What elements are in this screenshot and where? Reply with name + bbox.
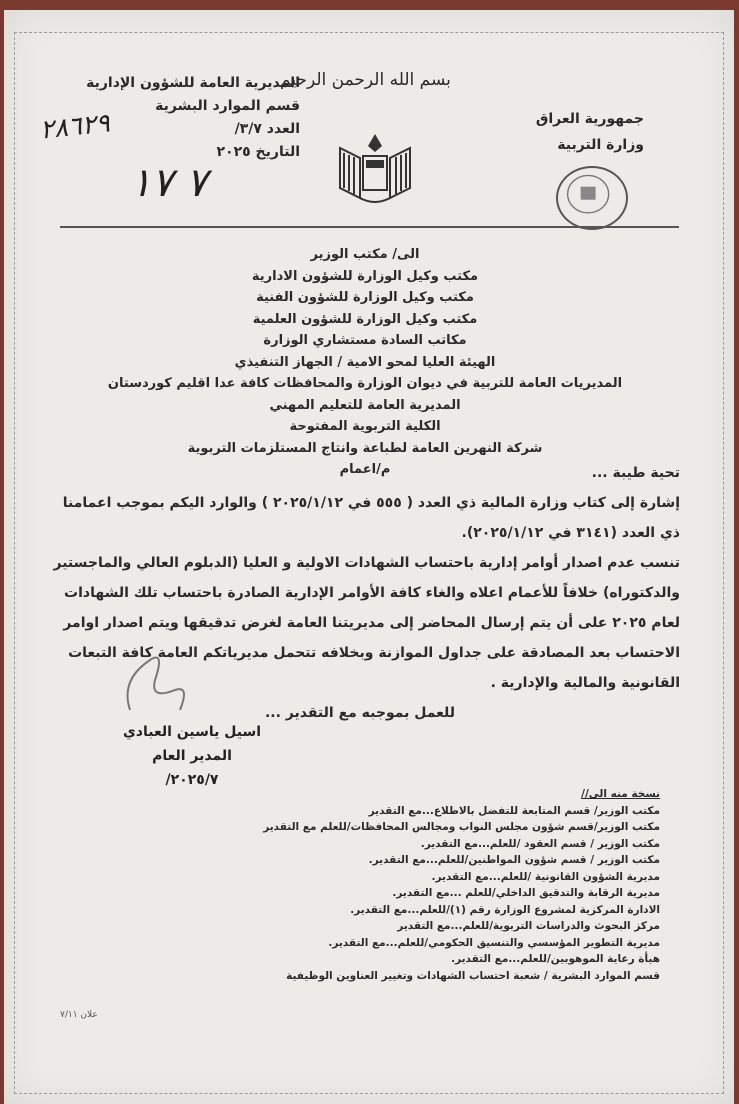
closing-line: للعمل بموجبه مع التقدير ... [264, 705, 456, 721]
basmala: بسم الله الرحمن الرحيم [280, 70, 451, 90]
cc-heading: نسخة منه الى// [581, 788, 660, 800]
cc-item: مركز البحوث والدراسات التربوية/للعلم...مع التقدير [397, 920, 660, 932]
cc-item: مديرية الرقابة والتدقيق الداخلي/للعلم ...مع التقدير. [392, 887, 660, 899]
recipient-line: الى/ مكتب الوزير [310, 247, 420, 262]
cc-item: مكتب الوزير / قسم شؤون المواطنين/للعلم...مع التقدير. [368, 854, 660, 866]
cc-item: مكتب الوزير / قسم العقود /للعلم...مع التقدير. [420, 837, 660, 850]
recipient-line: المديريات العامة للتربية في ديوان الوزارة والمحافظات كافة عدا اقليم كوردستان [107, 376, 623, 391]
recipient-line: مكتب وكيل الوزارة للشؤون الادارية [251, 268, 479, 284]
cc-item: مديرية الشؤون القانونية /للعلم...مع التقدير. [431, 870, 660, 883]
handwritten-reference-number: ٢٨٦٢٩ [38, 108, 112, 146]
ministry-seal [556, 166, 628, 230]
cc-list [40, 786, 660, 984]
body-paragraph-instruction: تنسب عدم اصدار أوامر إدارية باحتساب الشهادات الاولية و العليا (الدبلوم العالي والماجستير والدكتوراه) خلافاً للأعمام اعلاه والغاء كافة الأوامر الإدارية الصادرة باحتساب تلك الشهادات لعام ٢٠٢٥ على أن يتم إرسال المحاضر إلى مديريتنا العامة لغرض تدقيقها ويتم اصدار اوامر الاحتساب بعد المصادقة على جداول الموازنة وبخلافه تتحمل مديرياتكم العامة كافة التبعات القانونية والمالية والإدارية . [53, 555, 680, 691]
header-country: جمهورية العراق [535, 111, 644, 127]
recipient-line: مكتب وكيل الوزارة للشؤون الفنية [256, 290, 474, 305]
cc-item: مديرية التطوير المؤسسي والتنسيق الحكومي/للعلم...مع التقدير. [328, 936, 660, 949]
signature-scribble [110, 640, 200, 720]
handwritten-date: ٧ ١٧ [130, 160, 208, 206]
seal-icon [558, 168, 622, 224]
signature-block [92, 720, 292, 792]
recipient-line: شركة النهرين العامة لطباعة وانتاج المستلزمات التربوية [187, 440, 543, 456]
cc-item: مكتب الوزير/قسم شؤون مجلس النواب ومجالس المحافظات/للعلم مع التقدير [263, 821, 660, 833]
recipient-line: الكلية التربوية المفتوحة [289, 419, 441, 434]
footnote-initials: علان ٧/١١ [60, 1010, 98, 1020]
header-divider [60, 226, 679, 228]
cc-item: مكتب الوزير/ قسم المتابعة للتفضل بالاطلاع...مع التقدير [368, 804, 660, 817]
recipient-line: مكتب وكيل الوزارة للشؤون العلمية [252, 311, 478, 327]
recipient-line: مكاتب السادة مستشاري الوزارة [263, 333, 467, 348]
header-date: التاريخ ٢٠٢٥ [216, 144, 300, 160]
signatory-name: اسيل ياسين العبادي [122, 724, 262, 740]
signatory-title: المدير العام [152, 748, 232, 764]
header-number: العدد ٣/٧/ [234, 121, 300, 137]
recipient-line: الهيئة العليا لمحو الامية / الجهاز التنفيذي [234, 354, 496, 370]
cc-item: الادارة المركزية لمشروع الوزارة رقم (١)/للعلم...مع التقدير. [350, 903, 660, 916]
recipient-line: المديرية العامة للتعليم المهني [269, 397, 461, 413]
header-ministry-block [536, 106, 644, 158]
cc-item: قسم الموارد البشرية / شعبة احتساب الشهادات وتغيير العناوين الوظيفية [286, 969, 660, 982]
subject-line: م/اعمام [339, 462, 391, 477]
header-department: المديرية العامة للشؤون الإدارية [86, 75, 300, 91]
signature-date: ٢٠٢٥/٧/ [165, 772, 219, 788]
greeting: تحية طيبة ... [591, 465, 680, 481]
header-ministry: وزارة التربية [557, 137, 644, 153]
iraq-emblem-icon [330, 128, 420, 208]
body-paragraph-reference: إشارة إلى كتاب وزارة المالية ذي العدد ( ٥٥٥ في ٢٠٢٥/١/١٢ ) والوارد اليكم بموجب اعمامنا ذي العدد (٣١٤١ في ٢٠٢٥/١/١٢). [62, 495, 680, 541]
recipients-list [70, 244, 660, 481]
header-section: قسم الموارد البشرية [155, 98, 300, 114]
cc-item: هيأة رعاية الموهوبين/للعلم...مع التقدير. [451, 953, 660, 965]
